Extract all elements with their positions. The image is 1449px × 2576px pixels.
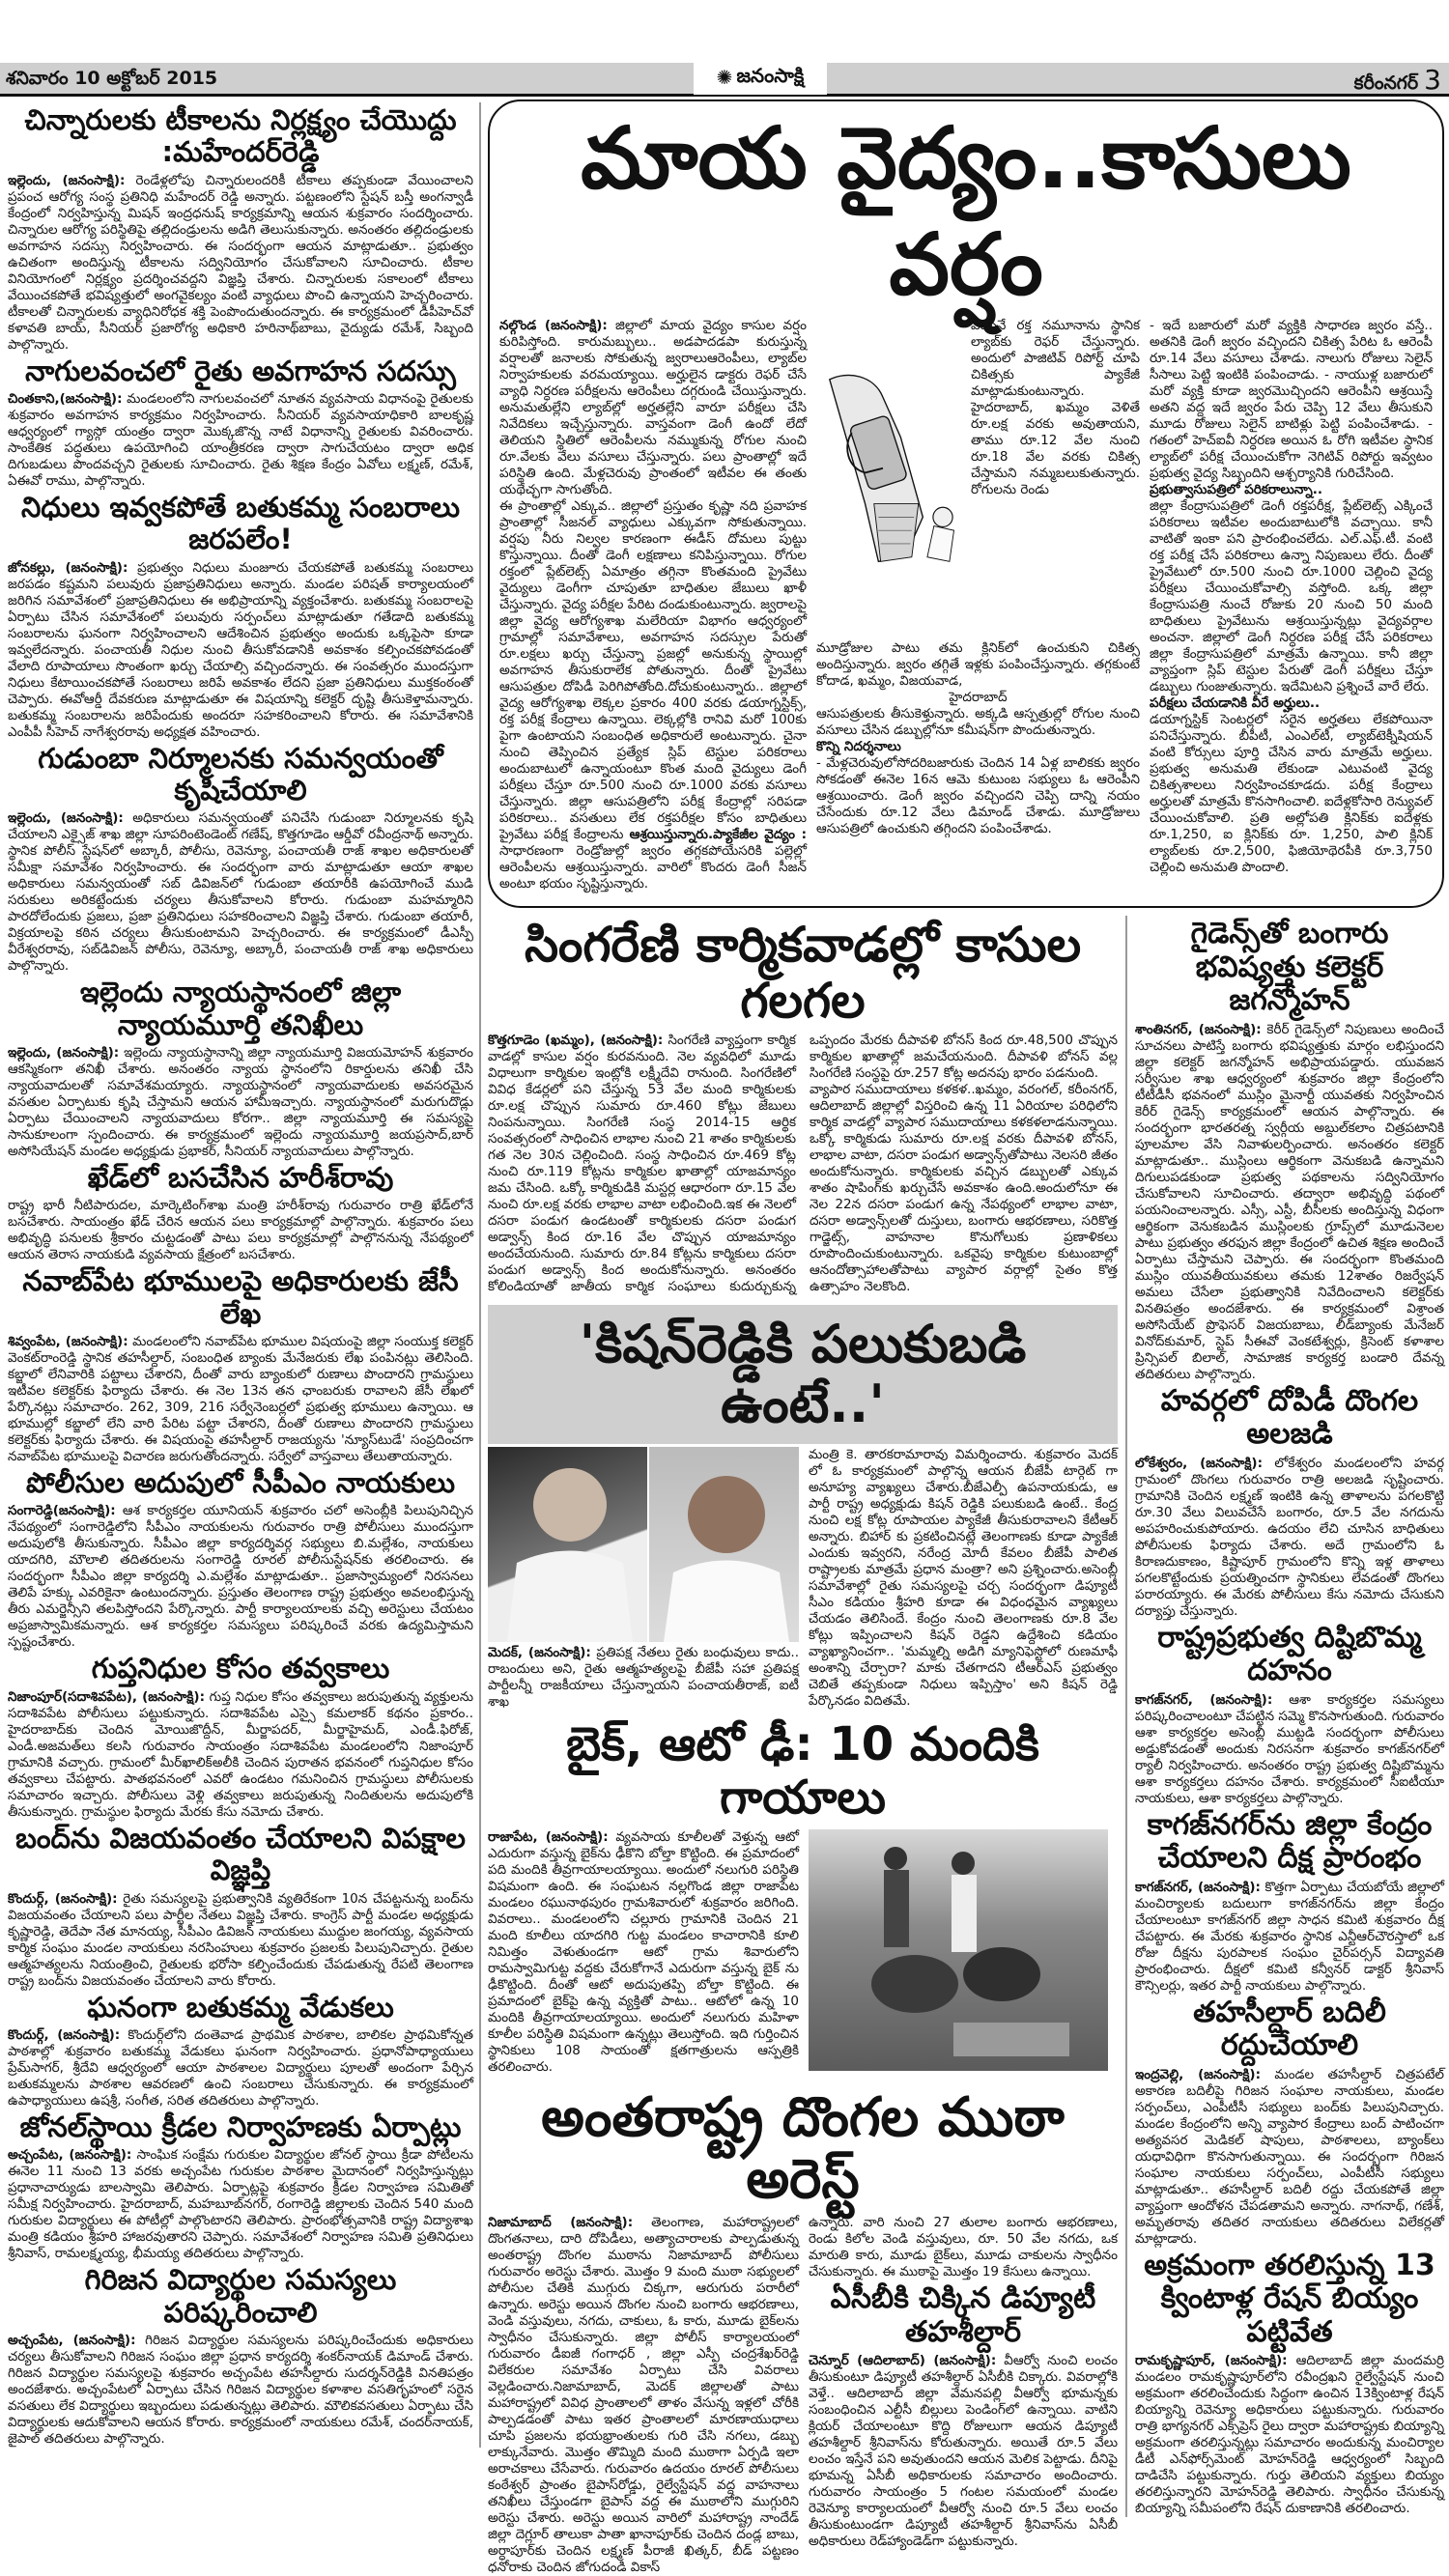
article-text: సాంఘిక సంక్షేమ గురుకుల విద్యార్థుల జోనల్ స్థాయి క్రీడా పోటీలను ఈనెల 11 నుంచి 13 వరకు అచ్చంపేట గురుకుల పాఠశాల మైదానంలో నిర్వహిస్తున్నట్లు ప్రధానాచార్యుడు బాలస్వామి తెలిపారు. ఏర్పాట్లపై శుక్రవారం క్రీడల నిర్వాహణ సమితితో సమీక్ష నిర్వహించారు. హైదరాబాద్, మహబూబ్‌నగర్, రంగారెడ్డి జిల్లాలకు చెందిన 540 మంది గురుకుల విద్యార్థులు ఈ పోటీల్లో పాల్గొంటారని తెలిపారు. ప్రారంభోత్సవానికి రాష్ట్ర విద్యాశాఖ మంత్రి కడియం శ్రీహరి హాజరవుతారని చెప్పారు. సమావేశంలో నిర్వాహణ సమితి ప్రతినిధులు శ్రీనివాస్, రామలక్ష్మయ్య, భీమయ్య తదితరులు పాల్గొన్నారు. bbox=[8, 2147, 473, 2262]
lead-body-6: - ఇదే బజారులో మరో వ్యక్తికి సాధారణ జ్వరం వస్తే.. అతనికి డెంగీ జ్వరం వచ్చిందని చికిత్స పేరిట ఓ ఆరెంపీ రూ.14 వేలు వసూలు చేశాడు. నాలుగు రోజులు సెలైన్ సీసాలు పెట్టి ఇంటికి పంపించాడు. - నాయుళ్ల బజారులో మరో వ్యక్తి కూడా జ్వరమొచ్చిందని ఆరెంపీని ఆశ్రయిస్తే అతని వద్ద ఇదే జ్వరం పేరు చెప్పి 12 వేలు తీసుకుని మూడు రోజులు సెలైన్ బాటిళ్లు పెట్టి పంపించేశాడు. - గతంలో హెచ్‌ఐవీ నిర్ధరణ అయిన ఓ రోగి ఇటీవల స్థానిక ల్యాబ్‌లో పరీక్ష చేయించుకోగా నెగిటివ్ రిపోర్టు ఇవ్వటం ప్రభుత్వ వైద్య సిబ్బందిని ఆశ్చర్యానికి గురిచేసింది. bbox=[1150, 318, 1433, 481]
lead-body-2: ఈ ప్రాంతాల్లో ఎక్కువ.. జిల్లాలో ప్రస్తుతం కృష్ణా నది ప్రవాహక ప్రాంతాల్లో సీజనల్ వ్యాధులు ఎక్కువగా సోకుతున్నాయి. వర్షపు నీరు నిల్వల కారణంగా ఈడీస్ దోమలు పుట్టు కొస్తున్నాయి. దీంతో డెంగీ లక్షణాలు కనిపిస్తున్నాయి. రోగుల రక్తంలో ప్లేట్‌లెట్స్ ఏమాత్రం తగ్గినా కొంతమంది ప్రైవేటు వైద్యులు డెంగీగా చూపుతూ బాధితుల జేబులు ఖాళీ చేస్తున్నారు. వైద్య పరీక్షల పేరిట దండుకుంటున్నారు. జ్వరాలపై జిల్లా వైద్య ఆరోగ్యశాఖ మలేరియా విభాగం ఆధ్వర్యంలో గ్రామాల్లో సమావేశాలు, అవగాహన సదస్సుల పేరుతో రూ.లక్షలు ఖర్చు చేస్తున్నా ప్రజల్లో అనుకున్న స్థాయిల్లో అవగాహన తీసుకురాలేక పోతున్నారు. దీంతో ప్రైవేటు ఆసుపత్రుల దోపిడీ పెరిగిపోతోంది.దోచుకుంటున్నారు.. జిల్లాలో వైద్య ఆరోగ్యశాఖ లెక్కల ప్రకారం 400 వరకు డయాగ్నస్టిక్స్, రక్త పరీక్ష కేంద్రాలు ఉన్నాయి. లెక్కల్లోకి రానివి మరో 100కు పైగా ఉంటాయని సంబంధిత అధికారులే అంటున్నారు. చైనా నుంచి తెప్పించిన ప్రత్యేక స్లిప్ టెస్టుల పరికరాలు అందుబాటులో ఉన్నాయంటూ కొంత మంది వైద్యులు డెంగీ పరీక్షలు చేస్తూ రూ.500 నుంచి రూ.1000 వరకు వసూలు చేస్తున్నారు. జిల్లా ఆసుపత్రిలోని పరీక్ష కేంద్రాల్లో సరిపడా పరికరాలు.. వసతులు లేక రక్తపరీక్షల కోసం బాధితులు ప్రైవేటు పరీక్ష కేంద్రాలను bbox=[499, 498, 807, 842]
article-text: మండలంలోని నాగులవంచలో నూతన వ్యవసాయ విధానంపై రైతులకు శుక్రవారం అవగాహన కార్యక్రమం నిర్వహించారు. సీనియర్ వ్యవసాయాధికారి బాలకృష్ణ ఆధ్వర్యంలో గ్యాస్గో యంత్రం ద్వారా మొక్కజొన్న నాటే విధానాన్ని రైతులకు వివరించారు. సాంకేతిక పద్ధతులు ఉపయోగించి యాంత్రీకరణ ద్వారా సాగుచేయటం ద్వారా అధిక దిగుబడులు పొందవచ్చని రైతులకు సూచించారు. రైతు శిక్షణ కేంద్రం ఏవోలు లక్ష్మణ్, రమేశ్, ఏఈవో రాము, పాల్గొన్నారు. bbox=[8, 391, 473, 490]
article-dateline: కాగజ్‌నగర్, (జనంసాక్షి): bbox=[1135, 1691, 1273, 1708]
article-headline: ఇల్లెందు న్యాయస్థానంలో జిల్లా న్యాయమూర్తి తనిఖీలు bbox=[79, 976, 402, 1041]
article bbox=[1135, 2250, 1444, 2518]
article-text: మండలంలోని నవాబ్‌పేట భూముల విషయంపై జిల్లా సంయుక్త కలెక్టర్ వెంకట్‌రాంరెడ్డి స్థానిక తహసీల్దార్, సంబంధిత బ్యాంకు మేనేజరుకు లేఖ పంపినట్లు తెలిసింది. కబ్జాలో లేనివారికి పట్టాలు చేశారని, దీంతో వారు బ్యాంకులో రుణాలు పొందారని గ్రామస్థులు ఇటీవల కలెక్టర్‌కు ఫిర్యాదు చేశారు. ఈ నెల 13న తన ఛాంబరుకు రావాలని జేసీ లేఖలో పేర్కొనట్లు సమాచారం. 262, 309, 216 సర్వేనెంబర్లలో ప్రభుత్వ భూములు ఉన్నాయి. ఆ భూముల్లో కబ్జాలో లేని వారి పేరిట పట్టా చేశారని, దీంతో రుణాలు పొందారని గ్రామస్థులు కలెక్టర్‌కు ఫిర్యాదు చేశారు. ఈ విషయంపై తహసీల్దార్ రాజయ్యను 'న్యూస్‌టుడే' సంప్రదించగా నవాబ్‌పేట భూములపై విచారణ జరుగుతోందన్నారు. సర్వేలో వాస్తవాలు తేలుతాయన్నారు. bbox=[8, 1334, 473, 1465]
article-body bbox=[8, 2147, 473, 2262]
article-text: కొత్తగా ఏర్పాటు చేయబోయే జిల్లాలో మంచిర్యాలకు బదులుగా కాగజ్‌నగర్‌ను జిల్లా కేంద్రం చేయాలంటూ కాగజ్‌నగర్ జిల్లా సాధన కమిటి శుక్రవారం దీక్ష చేపట్టారు. ఈ మేరకు శుక్రవారం స్థానిక ఎన్టీఆర్‌చౌరస్తాలో ఒక రోజు దీక్షను పురపాలక సంఘం చైర్‌పర్సన్ విద్యావతి ప్రారంభించారు. దీక్షలో కమిటి కన్వీనర్ డాక్టర్ శ్రీనివాస్ కౌన్సిలర్లు, ఇతర పార్టీ నాయకులు పాల్గొన్నారు. bbox=[1135, 1879, 1444, 1994]
article-headline: తహసీల్దార్ బదిలీ రద్దుచేయాలి bbox=[1193, 1995, 1386, 2062]
gang-dateline: నిజామాబాద్ (జనంసాక్షి): bbox=[488, 2215, 634, 2231]
article-text: ఇల్లెందు న్యాయస్థానాన్ని జిల్లా న్యాయమూర్తి విజయమోహన్ శుక్రవారం ఆకస్మికంగా తనిఖీ చేశారు. అనంతరం న్యాయ స్థానంలోని రికార్డులను తనిఖీ చేసి న్యాయవాదులతో సమావేశమయ్యారు. న్యాయస్థానంలో న్యాయవాదులకు అవసరమైన వసతుల ఏర్పాటుకు కృషి చేస్తామని ఆయన హామీఇచ్చారు. న్యాయస్థానంలో మరుగుదొడ్లు ఏర్పాటు చేయించాలని న్యాయవాదులు కోరగా.. జిల్లా న్యాయమూర్తి ఈ సమస్యపై సానుకూలంగా స్పందించారు. ఈ కార్యక్రమంలో ఇల్లెందు న్యాయమూర్తి జయప్రసాద్,బార్ అసోసియేషన్ మండల అధ్యక్షుడు ప్రభాకర్, సీనియర్ న్యాయవాదులు పాల్గొన్నారు. bbox=[8, 1045, 473, 1160]
article bbox=[1135, 1809, 1444, 1995]
singareni-headline: సింగరేణి కార్మికవాడల్లో కాసుల గలగల bbox=[524, 917, 1082, 1029]
article-dateline: శివ్వంపేట, (జనంసాక్షి): bbox=[8, 1334, 128, 1350]
lead-column-2-mid: మూడ్రోజుల పాటు తమ క్లినిక్‌లో ఉంచుకుని చికిత్స అందిస్తున్నారు. జ్వరం తగ్గితే ఇళ్లకు పంపించేస్తున్నారు. తగ్గకుంటే కోదాడ, ఖమ్మం, విజయవాడ, bbox=[816, 640, 1140, 689]
article-text: రైతు సమస్యలపై ప్రభుత్వానికి వ్యతిరేకంగా 10న చేపట్టనున్న బంద్‌ను విజయవంతం చేయాలని పలు పార్టీల నేతలు విజ్ఞప్తి చేశారు. కాంగ్రెస్ పార్టీ మండల అధ్యక్షుడు కృష్ణారెడ్డి, తెదేపా నేత మానయ్య, సీపీఎం డివిజన్ నాయకులు ముద్దుల జంగయ్య, వ్యవసాయ కార్మిక సంఘం మండల నాయకులు నరసింహులు శుక్రవారం ప్రజలకు పిలుపునిచ్చారు. రైతుల ఆత్మహత్యలను నియంత్రించి, రైతులకు భరోసా కల్పించేందుకు చేపడుతున్న రేపటి తెలంగాణ రాష్ట్ర బంద్‌ను విజయవంతం చేయాలని వారు కోరారు. bbox=[8, 1890, 474, 1989]
article-body bbox=[8, 1503, 473, 1651]
lead-body-7: జిల్లా కేంద్రాసుపత్రిలో డెంగీ రక్తపరీక్ష, ప్లేట్‌లెట్స్ ఎక్కించే పరికరాలు ఇటీవల అందుబాటులోకి వచ్చాయి. కానీ వాటితో ఇంకా పని ప్రారంభించలేదు. ఎల్.ఎఫ్.టీ. వంటి రక్త పరీక్ష చేసే పరికరాలు ఉన్నా నిపుణులు లేరు. దీంతో ప్రైవేటులో రూ.500 నుంచి రూ.1000 చెల్లించి వైద్య పరీక్షలు చేయించుకోవాల్సి వస్తోంది. ఒక్క జిల్లా కేంద్రాసుపత్రి నుంచే రోజుకు 20 నుంచి 50 మంది బాధితులు ప్రైవేటును ఆశ్రయిస్తున్నట్లు వైద్యవర్గాల అంచనా. జిల్లాలో డెంగీ నిర్ధరణ పరీక్ష చేసే పరికరాలు జిల్లా కేంద్రాసుపత్రిలో మాత్రమే ఉన్నాయి. కానీ జిల్లా వ్యాప్తంగా స్లిప్ టెస్టుల పేరుతో డెంగీ పరీక్షలు చేస్తూ డబ్బులు గుంజుతున్నారు. ఇదేమిటని ప్రశ్నించే వారే లేరు. bbox=[1150, 498, 1433, 694]
injured-people-icon bbox=[809, 1829, 1108, 2071]
article bbox=[8, 492, 473, 741]
kishan-headline-band bbox=[488, 1305, 1118, 1444]
article bbox=[1135, 1622, 1444, 1807]
article-dateline: ఇల్లెందు, (జనంసాక్షి): bbox=[8, 810, 124, 827]
article-body bbox=[8, 2027, 473, 2109]
article bbox=[8, 1653, 473, 1820]
article bbox=[1135, 1996, 1444, 2248]
lead-columns bbox=[499, 318, 1433, 892]
article-dateline: అచ్చంపేట, (జనంసాక్షి): bbox=[8, 2332, 136, 2348]
article-headline: అక్రమంగా తరలిస్తున్న 13 క్వింటాళ్ల రేషన్ బియ్యం పట్టివేత bbox=[1144, 2248, 1435, 2349]
lead-body-3: సాధారణంగా రెండ్రోజుల్లో జ్వరం తగ్గకపోయేసరికి పల్లెల్లో ఆరెంపీలను ఆశ్రయిస్తున్నారు. వారిలో కొందరు డెంగీ సీజన్ అంటూ భయం సృష్టిస్తున్నారు. bbox=[499, 843, 807, 892]
article-headline: బంద్‌ను విజయవంతం చేయాలని విపక్షాల విజ్ఞప్తి bbox=[15, 1821, 466, 1887]
article-headline: నవాబ్‌పేట భూములపై అధికారులకు జేసీ లేఖ bbox=[22, 1264, 459, 1330]
ktr-photo bbox=[488, 1447, 647, 1642]
article-headline: గిరిజన విద్యార్థుల సమస్యలు పరిష్కరించాలి bbox=[84, 2263, 397, 2329]
article-dateline: శాంతినగర్, (జనంసాక్షి): bbox=[1135, 1021, 1262, 1037]
article-body bbox=[8, 810, 473, 975]
lead-body-1: జిల్లాలో మాయ వైద్యం కాసుల వర్షం కురిపిస్తోంది. కారుమబ్బులు.. అడపాదడపా కురుస్తున్న వర్షాలతో జనాలకు సోకుతున్న జ్వరాలుఆరెంపీలు, ల్యాబ్‌ల నిర్వాహకులకు వరమయ్యాయి. అర్హులైన డాక్టరు రెఫర్ చేసే వ్యాధి నిర్ధరణ పరీక్షలను ఆరెంపీలు దగ్గరుండి చేయిస్తున్నారు. అనుమతుల్లేని ల్యాబ్‌ల్లో అర్హతల్లేని వారూ పరీక్షలు చేసి నివేదికలు ఇచ్చేస్తున్నారు. వాస్తవంగా డెంగీ ఉందో లేదో తెలియని స్థితిలో ఆరెంపీలను నమ్ముకున్న రోగుల నుంచి రూ.వేలకు వేలు వసూలు చేస్తున్నారు. పలు ప్రాంతాల్లో ఇదే పరిస్థితి ఉంది. మేళ్లచెరువు ప్రాంతంలో ఇటీవల ఈ తంతు యథేచ్ఛగా సాగుతోంది. bbox=[499, 318, 807, 497]
bike-text: వ్యవసాయ కూలీలతో వెళ్తున్న ఆటో ఎదురుగా వస్తున్న బైక్‌ను ఢీకొని బోల్తా కొట్టింది. ఈ ప్రమాదంలో పది మందికి తీవ్రగాయాలయ్యాయి. అందులో నలుగురి పరిస్థితి విషమంగా ఉంది. ఈ సంఘటన నల్లగొండ జిల్లా రాజాపేట మండలం రఘునాథపురం గ్రామశివారులో శుక్రవారం జరిగింది. వివరాలు.. మండలంలోని చల్లూరు గ్రామానికి చెందిన 21 మంది కూలీలు యాదగిరి గుట్ట మండలం కాచారానికి కూలి నిమిత్తం వెళుతుండగా ఆటో గ్రామ శివారులోని రామస్వామిగుట్ట వద్దకు చేరుకోగానే ఎదురుగా వస్తున్న బైక్ ను ఢీకొట్టింది. దీంతో ఆటో అదుపుతప్పి బోల్తా కొట్టింది. ఈ ప్రమాదంలో బైక్‌పై ఉన్న వ్యక్తితో పాటు.. ఆటోలో ఉన్న 10 మందికి తీవ్రగాయాలయ్యాయి. అందులో నలుగురు మహిళా కూలీల పరిస్థితి విషమంగా ఉన్నట్లు తెలుస్తోంది. ఇది గుర్తించిన స్థానికులు 108 సాయంతో క్షతగాత్రులను ఆస్పత్రికి తరలించారు. bbox=[488, 1828, 799, 2075]
article-body bbox=[1135, 1022, 1444, 1383]
article-body bbox=[1135, 1880, 1444, 1995]
page-edition bbox=[1354, 64, 1441, 99]
kishan-reddy-photo bbox=[649, 1447, 799, 1642]
article-headline: పోలీసుల అదుపులో సీపీఎం నాయకులు bbox=[25, 1466, 455, 1500]
lead-subhead-qualified: పరీక్షలు చేయడానికి వీరే అర్హులు.. bbox=[1150, 695, 1321, 711]
article-text: మండల తహసీల్దార్ చిత్రపటేల్ అకారణ బదిలీపై గిరిజన సంఘాల నాయకులు, మండల సర్పంచ్‌లు, ఎంపీటీసీ సభ్యులు బంద్‌కు పిలుపునిచ్చారు. మండల కేంద్రంలోని అన్ని వ్యాపార కేంద్రాలు బంద్ పాటించగా అత్యవసర మెడికల్ షాపులు, పాఠశాలలు, బ్యాంక్‌లు యధావిధిగా కొనసాగుతున్నాయి. ఈ సందర్భంగా గిరిజన సంఘాల నాయకులు సర్పంచ్‌లు, ఎంపీటీసీ సభ్యులు మాట్లాడుతూ.. తహసీల్దార్ బదిలీ రద్దు చేయకపోతే జిల్లా వ్యాప్తంగా ఆందోళన చేపడతామని అన్నారు. నాగనాథ్, గణేశ్, అమృతరావు తదితర నాయకులు తదితరులు విలేకర్లతో మాట్లాడారు. bbox=[1135, 2066, 1444, 2247]
article-headline: హవర్గలో దోపిడీ దొంగల అలజడి bbox=[1160, 1383, 1419, 1451]
acb-body bbox=[809, 2353, 1118, 2550]
article bbox=[8, 2111, 473, 2262]
article bbox=[1135, 918, 1444, 1383]
singareni-dateline: కొత్తగూడెం (ఖమ్మం), (జనంసాక్షి): bbox=[488, 1033, 664, 1048]
right-column-articles bbox=[1125, 916, 1444, 2517]
article-text: కొందుర్గ్‌లోని దంతెవాడ ప్రాథమిక పాఠశాల, బాలికల ప్రాథమికోన్నత పాఠశాల్లో శుక్రవారం బతుకమ్మ వేడుకలు ఘనంగా నిర్వహించారు. ప్రధానోపాధ్యాయులు ప్రేమ్‌సాగర్, శ్రీదేవి ఆధ్వర్యంలో ఆయా పాఠశాలల విద్యార్థులు పూలతో అందంగా పేర్చిన బతుకమ్మలను పాఠశాల ఆవరణలో ఉంచి సంబరాలు చేసుకున్నారు. ఈ కార్యక్రమంలో ఉపాధ్యాయులు ఉషశ్రీ, సంగీత, సరిత తదితరులు పాల్గొన్నారు. bbox=[8, 2026, 474, 2109]
article-dateline: అచ్చంపేట, (జనంసాక్షి): bbox=[8, 2147, 132, 2164]
accident-scene-photo bbox=[809, 1829, 1108, 2071]
article-body bbox=[1135, 1692, 1444, 1807]
gang-row bbox=[488, 2215, 1118, 2576]
article-text: ఆశా కార్యకర్తల సమస్యలు పరిష్కరించాలంటూ చేపట్టిన సమ్మె కొనసాగుతుంది. గురువారం ఆశా కార్యకర్తల అసెంబ్లీ ముట్టడి సందర్భంగా పోలీసులు అడ్డుకోవడంతో అందుకు నిరసనగా శుక్రవారం కాగజ్‌నగర్‌లో ర్యాలీ నిర్వహించారు. అనంతరం రాష్ట్ర ప్రభుత్వ దిష్టిబొమ్మను ఆశా కార్యకర్తలు దహనం చేశారు. కార్యక్రమంలో సీఐటీయూ నాయకులు, ఆశా కార్యకర్తలు పాల్గొన్నారు. bbox=[1135, 1691, 1444, 1806]
article-dateline: కాగజ్‌నగర్, (జనంసాక్షి): bbox=[1135, 1879, 1261, 1895]
article bbox=[8, 355, 473, 490]
article-headline: ఘనంగా బతుకమ్మ వేడుకలు bbox=[87, 1990, 394, 2024]
kishan-text: ప్రతిపక్ష నేతలు రైతు బంధువులు కాదు.. రాబందులు అని, రైతు ఆత్మహత్యలపై బీజేపీ సహా ప్రతిపక్ష పార్టీలన్నీ రాజకీయాలు చేస్తున్నాయని పంచాయతీరాజ్, ఐటీ శాఖ bbox=[488, 1645, 799, 1711]
article-body bbox=[8, 1891, 473, 1990]
article-text: కెరీర్ గైడెన్స్‌లో నిపుణులు అందించే సూచనలు పాటిస్తే బంగారు భవిష్యత్తుకు మార్గం లభిస్తుందని జిల్లా కలెక్టర్ జగన్మోహన్ అభిప్రాయపడ్డారు. యువజన సర్వీసుల శాఖ ఆధ్వర్యంలో శుక్రవారం జిల్లా కేంద్రంలోని టీటీడీసీ భవనంలో ముస్లిం మైనార్టీ యువతకు నిర్వహించిన కెరీర్ గైడెన్స్ కార్యక్రమంలో ఆయన పాల్గొన్నారు. ఈ సందర్భంగా భారతరత్న స్వర్గీయ అబ్దుల్‌కలాం చిత్రపటానికి పూలమాల వేసి నివాళులర్పించారు. అనంతరం కలెక్టర్ మాట్లాడుతూ.. ముస్లింలు ఆర్థికంగా వెనుకబడి ఉన్నామని దిగులుపడకుండా ప్రభుత్వ పథకాలను సద్వినియోగం చేసుకోవాలని సూచించారు. తద్వారా అభివృద్ధి పథంలో పయనించాలన్నారు. ఎస్సీ, ఎస్టీ, బీసీలకు అందిస్తున్న విధంగా ఆర్థికంగా వెనుకబడిన ముస్లింలకు గ్రూప్స్‌లో మూడునెలల పాటు ప్రభుత్వం తరఫున జిల్లా కేంద్రంలో ఉచిత శిక్షణ అందించే ఏర్పాటు చేస్తామని చెప్పారు. ఈ సందర్భంగా కొంతమంది ముస్లిం యువతీయువకులు తమకు 12శాతం రిజర్వేషన్ అమలు చేసేలా ప్రభుత్వానికి నివేదించాలని కలెక్టర్‌కు వినతిపత్రం అందజేశారు. ఈ కార్యక్రమంలో విశ్రాంత అసోసియేట్ ప్రొఫెసర్ విజయబాబు, లీడ్‌బ్యాంకు మేనేజర్ వినోద్‌కుమార్, స్టెప్ సీఈవో వెంకటేశ్వర్లు, క్రిసెంట్ కళాశాల ప్రిన్సిపల్ బిలాల్, సామాజిక కార్యకర్త బండారి దేవన్న తదితరులు పాల్గొన్నారు. bbox=[1135, 1021, 1444, 1382]
article bbox=[8, 743, 473, 976]
bike-body bbox=[488, 1829, 799, 2076]
lead-subhead-govt-hospital: ప్రభుత్వాసుపత్రిలో పరికరాలున్నా.. bbox=[1150, 482, 1322, 497]
article-dateline: సంగారెడ్డి(జనంసాక్షి): bbox=[8, 1503, 116, 1519]
singareni-text: సింగరేణి వ్యాప్తంగా కార్మిక వాడల్లో కాసుల వర్షం కురవనుంది. నెల వ్యవధిలో మూడు విధాలుగా కార్మికుల ఇంట్లోకి లక్ష్మీదేవి రానుంది. సింగరేణిలో వివిధ కేడర్లలో పని చేస్తున్న 53 వేల మంది కార్మికులకు రూ.లక్ష చొప్పున సుమారు రూ.460 కోట్లు జేబులు నింపనున్నాయి. సింగరేణి సంస్థ 2014-15 ఆర్థిక సంవత్సరంలో సాధించిన లాభాల నుంచి 21 శాతం కార్మికులకు గత నెల 30న చెల్లించింది. సంస్థ సాధించిన రూ.469 కోట్ల నుంచి రూ.119 కోట్లను కార్మికుల ఖాతాల్లో యాజమాన్యం జమ చేసింది. ఒక్కో కార్మికుడికి మస్టర్ల ఆధారంగా రూ.15 వేల నుంచి రూ.లక్ష వరకు లాభాల వాటా లభించింది.ఇక ఈ నెలలో దసరా పండుగ ఉండటంతో కార్మికులకు దసరా పండుగ అడ్వాన్స్ కింద రూ.16 వేల చొప్పున యాజమాన్యం అందచేయనుంది. సుమారు రూ.84 కోట్లను కార్మికులు దసరా పండుగ అడ్వాన్స్ కింద అందుకోనున్నారు. అనంతరం కోలిండియాతో జాతీయ కార్మిక సంఘాలు కుదుర్చుకున్న ఒప్పందం మేరకు దీపావళి బోనస్ కింద రూ.48,500 చొప్పున కార్మికుల ఖాతాల్లో జమచేయనుంది. దీపావళి బోనస్ వల్ల సింగరేణి సంస్థపై రూ.257 కోట్ల అదనపు భారం పడనుంది. bbox=[488, 1033, 1118, 1294]
gang-headline: అంతరాష్ట్ర దొంగల ముఠా అరెస్ట్ bbox=[541, 2085, 1065, 2211]
acb-text: వీఆర్వో నుంచి లంచం తీసుకుంటూ డిప్యూటీ తహశీల్దార్ ఏసీబీకి చిక్కారు. వివరాల్లోకి వెళ్తే.. ఆదిలాబాద్ జిల్లా వేమనపల్లి వీఆర్వో భూమన్నకు సంబంధించిన ఎల్టీసీ బిల్లులు పెండింగ్‌లో ఉన్నాయి. వాటిని క్లియర్ చేయాలంటూ కొద్ది రోజులుగా ఆయన డిప్యూటీ తహశీల్దార్ శ్రీనివాస్‌ను కోరుతున్నారు. అయితే రూ.5 వేలు లంచం ఇస్తేనే పని అవుతుందని ఆయన మెలిక పెట్టాడు. దీనిపై భూమన్న ఏసీబీ అధికారులకు సమాచారం అందించారు. గురువారం సాయంత్రం 5 గంటల సమయంలో మండల రెవెన్యూ కార్యాలయంలో వీఆర్వో నుంచి రూ.5 వేలు లంచం తీసుకుంటుండగా డిప్యూటీ తహశీల్దార్ శ్రీనివాస్‌ను ఏసీబీ అధికారులు రెడ్‌హ్యాండెడ్‌గా పట్టుకున్నారు. bbox=[809, 2353, 1118, 2550]
article-dateline: కొందుర్గ్, (జనంసాక్షి): bbox=[8, 2026, 121, 2043]
singareni-body bbox=[488, 1033, 1118, 1295]
article-text: అధికారులు సమన్వయంతో పనిచేసి గుడుంబా నిర్మూలనకు కృషి చేయాలని ఎక్సైజ్ శాఖ జిల్లా సూపరింటెండెంట్ గణేష్, కొత్తగూడెం ఆర్డీవో రవీంద్రనాథ్ అన్నారు. స్థానిక పోలీస్ స్టేషన్‌లో అబ్కారీ, పోలీసు, రెవెన్యూ, పంచాయతీ రాజ్ శాఖల అధికారులతో సమీక్షా సమావేశం నిర్వహించారు. ఈ సందర్భంగా వారు మాట్లాడుతూ ఆయా శాఖల అధికారులు సమన్వయంతో సబ్ డివిజన్‌లో గుడుంబా తయారీకి ఉపయోగించే ముడి సరుకులు అరికట్టేందుకు చర్యలు తీసుకోవాలని కోరారు. గుడుంబా మహమ్మారిని పారదోలేందుకు ప్రజలు, ప్రజా ప్రతినిధులు సహకరించాలని విజ్ఞప్తి చేశారు. గుడుంబా తయారీ, విక్రయాలపై కఠిన చర్యలు తీసుకుంటామని హెచ్చరించారు. ఈ కార్యక్రమంలో డీఎస్పీ వీరేశ్వరరావు, సబ్‌డివిజన్ పోలీసు, రెవెన్యూ, అబ్కారీ, పంచాయతీ రాజ్ శాఖ అధికారులు పాల్గొన్నారు. bbox=[8, 810, 473, 975]
article-text: గుప్త నిధుల కోసం తవ్వకాలు జరుపుతున్న వ్యక్తులను సదాశివపేట పోలీసులు పట్టుకున్నారు. సదాశివపేట ఎస్సై కమలాకర్ కథనం ప్రకారం.. హైదరాబాద్‌కు చెందిన మోయిజొద్దీన్, మీర్జాపదర్, మీర్జాహైమద్, ఎండీ.ఫిరోజ్, ఎండీ.అజమత్‌లు కలసి గురువారం సాయంత్రం సదాశివపేట మండలంలోని నిజాంపూర్ గ్రామానికి వచ్చారు. గ్రామంలో మీర్‌ఖాలిక్‌అలీకి చెందిన పురాతన భవనంలో గుప్తనిధుల కోసం తవ్వకాలు చేపట్టారు. పాతభవనంలో ఎవరో ఉండటం గమనించిన గ్రామస్థులు పోలీసులకు సమాచారం ఇచ్చారు. పోలీసులు వెళ్లి తవ్వకాలు జరుపుతున్న నిందితులను అదుపులోకి తీసుకున్నారు. గ్రామస్థుల ఫిర్యాదు మేరకు కేసు నమోదు చేశారు. bbox=[8, 1688, 474, 1820]
article-headline: నిధులు ఇవ్వకపోతే బతుకమ్మ సంబరాలు జరపలేం! bbox=[20, 491, 461, 556]
article-body bbox=[8, 1334, 473, 1465]
lead-body-4: ఆసుపత్రులకు తీసుకెళ్తున్నారు. అక్కడి ఆస్పత్రుల్లో రోగుల నుంచి వసూలు చేసిన డబ్బుల్లోనూ కమీషన్‌గా పొందుతున్నారు. bbox=[816, 706, 1140, 738]
article-text: రాష్ట్ర భారీ నీటిపారుదల, మార్కెటింగ్‌శాఖ మంత్రి హరీశ్‌రావు గురువారం రాత్రి ఖేడ్‌లోనే బసచేశారు. సాయంత్రం ఖేడ్ చేరిన ఆయన పలు కార్యక్రమాల్లో పాల్గొన్నారు. శుక్రవారం పలు అభివృద్ధి పనులకు శ్రీకారం చుట్టడంతో పాటు పలు కార్యక్రమాల్లో పాల్గొననున్న నేపథ్యంలో ఆయన తెరాస నాయకుడి వ్యవసాయ క్షేత్రంలో బసచేశారు. bbox=[8, 1198, 473, 1263]
lead-story-frame bbox=[488, 99, 1444, 908]
lead-body-8: డయాగ్నస్టిక్ సెంటర్లలో సరైన అర్హతలు లేకపోయినా పనిచేస్తున్నారు. బీపీటీ, ఎంఎల్‌టీ, ల్యాబ్‌టెక్నీషియన్ వంటి కోర్సులు పూర్తి చేసిన వారు మాత్రమే అర్హులు. ప్రభుత్వ అనుమతి లేకుండా ఎటువంటి వైద్య చికిత్సశాలలు నిర్వహించకూడదు. పరీక్ష కేంద్రాలు అర్హులతో మాత్రమే కొనసాగించాలి. ఐదేళ్లకోసారి రెన్యువల్ చేయించుకోవాలి. ప్రతి అల్లోపతి క్లినిక్‌కు ఐదేళ్లకు రూ.1,250, ఐ క్లినిక్‌కు రూ. 1,250, పాలి క్లినిక్ ల్యాబ్‌లకు రూ.2,500, ఫిజియోథెరపీకి రూ.3,750 చెల్లించి అనుమతి పొందాలి. bbox=[1150, 712, 1433, 875]
bike-dateline: రాజాపేట, (జనంసాక్షి): bbox=[488, 1828, 609, 1845]
kishan-body-right: మంత్రి కె. తారకరామారావు విమర్శించారు. శుక్రవారం మెదక్ లో ఓ కార్యక్రమంలో పాల్గొన్న ఆయన బీజేపీ టార్గెట్ గా అనూహ్య వ్యాఖ్యలు చేశారు.బీజేఎల్పీ ఉపనాయకుడు, ఆ పార్టీ రాష్ట్ర అధ్యక్షుడు కిషన్ రెడ్డికి పలుకుబడి ఉంటే.. కేంద్ర నుంచి లక్ష కోట్ల రూపాయల ప్యాకేజీ తీసుకురావాలని కేటీఆర్ అన్నారు. బిహార్ కు ప్రకటించినట్లే తెలంగాణకు కూడా ప్యాకేజీ ఎందుకు ఇవ్వరని, నరేంద్ర మోదీ కేవలం బీజేపీ పాలిత రాష్ట్రాలకు మాత్రమే ప్రధాన మంత్రా? అని ప్రశ్నించారు.అసెంబ్లీ సమావేశాల్లో రైతు సమస్యలపై చర్చ సందర్భంగా డిప్యూటీ సీఎం కడియం శ్రీహరి కూడా ఈ విధంధమైన వ్యాఖ్యలు చేయడం తెలిసిందే. కేంద్రం నుంచి తెలంగాణకు రూ.8 వేల కోట్లు ఇప్పించాలని కిషన్ రెడ్డని ఉద్దేశించి కడియం వ్యాఖ్యానించగా.. 'మమ్మల్ని అడిగి మ్యానిఫెస్టోలో రుణమాఫీ అంశాన్ని చేర్చారా? మాకు చేతగాదని టీఆర్ఎస్ ప్రభుత్వం చెబితే తప్పకుండా నిధులు ఇప్పిస్తాం' అని కిషన్ రెడ్డి పేర్కొనడం విదితమే. bbox=[809, 1447, 1118, 1710]
edition-name: కరీంనగర్ bbox=[1353, 72, 1419, 94]
middle-column bbox=[488, 916, 1125, 2576]
article-body bbox=[1135, 2353, 1444, 2517]
article-text: రెండేళ్లలోపు చిన్నారులందరికీ టీకాలు తప్పకుండా వేయించాలని ప్రపంచ ఆరోగ్య సంస్థ ప్రతినిధి మహేందర్ రెడ్డి అన్నారు. పట్టణంలోని స్టేషన్ బస్తీ అంగన్వాడీ కేంద్రంలో నిర్వహిస్తున్న మిషన్ ఇంద్రధనుష్ కార్యక్రమాన్ని ఆయన శుక్రవారం సందర్శించారు. చిన్నారుల ఆరోగ్య పరిస్థితిపై తల్లిదండ్రులను అడిగి తెలుసుకున్నారు. అనంతరం తల్లిదండ్రులకు అవగాహన సదస్సు నిర్వహించారు. ఈ సందర్భంగా ఆయన మాట్లాడుతూ.. ప్రభుత్వం ఉచితంగా అందిస్తున్న టీకాలను సద్వినియోగం చేసుకోవాలని సూచించారు. టీకాల వినియోగంలో నిర్లక్ష్యం ప్రదర్శించవద్దని విజ్ఞప్తి చేశారు. చిన్నారులకు సకాలంలో టీకాలు వేయించకపోతే భవిష్యత్తులో అంగవైకల్యం వంటి వ్యాధులు పొంచి ఉన్నాయని హెచ్చరించారు. టీకాలతో చిన్నారులకు వ్యాధినిరోధక శక్తి పెంపొందుతుందన్నారు. ఈ కార్యక్రమంలో డీపీహెచ్‌వో కళావతి బాయ్, సీనియర్ ప్రజారోగ్య అధికారి హరినాథ్‌బాబు, వైద్యుడు రమేశ్, సిబ్బంది పాల్గొన్నారు. bbox=[8, 172, 473, 353]
gang-body-continued: ఉన్నారు. వారి నుంచి 27 తులాల బంగారు ఆభరణాలు, రెండు కిలోల వెండి వస్తువులు, రూ. 50 వేల నగదు, ఒక మారుతి కారు, మూడు బైక్‌లు, మూడు చాకులను స్వాధీనం చేసుకున్నారు. ఈ ముఠాపై మొత్తం 19 కేసులు ఉన్నాయి. bbox=[809, 2215, 1118, 2280]
lead-column-3 bbox=[1150, 318, 1433, 876]
article-dateline: కొందుర్గ్, (జనంసాక్షి): bbox=[8, 1890, 118, 1907]
article bbox=[8, 1467, 473, 1651]
article bbox=[8, 104, 473, 354]
article-body bbox=[8, 173, 473, 354]
article-headline: ఖేడ్‌లో బసచేసిన హరీశ్‌రావు bbox=[87, 1161, 394, 1195]
article bbox=[8, 2264, 473, 2448]
article-text: లోకేశ్వరం మండలంలోని హవర్గ గ్రామంలో దొంగలు గురువారం రాత్రి అలజడి సృష్టించారు. గ్రామానికి చెందిన లక్ష్మణ్ ఇంటికి ఉన్న తాళాలను పగలకొట్టి రూ.30 వేలు విలువచేసే బంగారం, రూ.5 వేల నగదును అపహరించుకుపోయారు. ఉదయం లేచి చూసిన బాధితులు పోలీసులకు ఫిర్యాదు చేశారు. అదే గ్రామంలోని ఓ కిరాణదుకాణం, కిష్టాపూర్ గ్రామంలోని కొన్ని ఇళ్ల తాళాలు పగలకొట్టేందుకు ప్రయత్నించగా స్థానికులు లేవడంతో దొంగలు పరారయ్యారు. ఈ మేరకు పోలీసులు కేసు నమోదు చేసుకుని దర్యాప్తు చేస్తున్నారు. bbox=[1135, 1455, 1444, 1619]
fake-doctor-illustration bbox=[816, 318, 965, 637]
portrait-icon bbox=[649, 1447, 799, 1642]
newspaper-logo bbox=[694, 60, 827, 95]
article-text: గిరిజన విద్యార్థుల సమస్యలను పరిష్కరించేందుకు అధికారులు చర్యలు తీసుకోవాలని గిరిజన సంఘం జిల్లా ప్రధాన కార్యదర్శి శంకర్‌నాయక్ డిమాండ్ చేశారు. గిరిజన విద్యార్థుల సమస్యలపై శుక్రవారం అచ్చంపేట తహసీల్దారు సుదర్శన్‌రెడ్డికి వినతిపత్రం అందజేశారు. అచ్చంపేటలో ఏర్పాటు చేసిన గిరిజన విద్యార్థుల కళాశాల వసతిగృహంలో సరైన వసతులు లేక విద్యార్థులు ఇబ్బందులు పడుతున్నట్లు తెలిపారు. మౌలికవసతులు ఏర్పాటు చేసి విద్యార్థులకు ఆదుకోవాలని ఆయన కోరారు. కార్యక్రమంలో నాయకులు రమేశ్, చందర్‌నాయక్, జైపాల్ తదితరులు పాల్గొన్నారు. bbox=[8, 2332, 474, 2447]
kishan-dateline: మెదక్, (జనంసాక్షి): bbox=[488, 1645, 591, 1661]
article-body bbox=[8, 391, 473, 490]
article-headline: రాష్ట్రప్రభుత్వ దిష్టిబొమ్మ దహనం bbox=[1157, 1620, 1422, 1687]
kishan-left bbox=[488, 1447, 799, 1711]
illustration-caption-city: హైదరాబాద్ bbox=[949, 690, 1008, 705]
article-dateline: జోనకల్లు, (జనంసాక్షి): bbox=[8, 559, 128, 576]
lead-column-1 bbox=[499, 318, 807, 892]
lead-column-2-bottom bbox=[816, 706, 1140, 837]
kishan-headline: 'కిషన్‌రెడ్డికి పలుకుబడి ఉంటే..' bbox=[579, 1314, 1027, 1435]
page-number: 3 bbox=[1424, 64, 1441, 96]
article-text: ప్రభుత్వం నిధులు మంజూరు చేయకపోతే బతుకమ్మ సంబరాలు జరపడం కష్టమని పలువురు ప్రజాప్రతినిధులు అన్నారు. మండల పరిషత్ కార్యాలయంలో జరిగిన సమావేశంలో ప్రజాప్రతినిధులు ఈ అభిప్రాయాన్ని వ్యక్తంచేశారు. బతుకమ్మ సంబరాలపై ఏర్పాటు చేసిన సమావేశంలో పలువురు సర్పంచ్‌లు మాట్లాడుతూ గతేడాది బతుకమ్మ సంబరాలను ఘనంగా నిర్వహించాలని ఆదేశించిన ప్రభుత్వం అందుకు ఒక్కపైసా కూడా ఇవ్వలేదన్నారు. పంచాయతీ నిధుల నుంచి తీసుకోవడానికి అవకాశం కల్పించకపోవడంతో వేలాది రూపాయాలు సొంతంగా ఖర్చు చేయాల్సి వచ్చిందన్నారు. ఈ సంవత్సరం ముందస్తుగా నిధులు కేటాయించకపోతే సంబరాలు జరిపే అవకాశం లేదని ప్రజా ప్రతినిధులు ముక్తకంఠంతో చెప్పారు. ఈవోఆర్డీ దేవకరుణ మాట్లాడుతూ ఈ విషయాన్ని కలెక్టర్ దృష్టి తీసుకెళ్తామన్నారు. బతుకమ్మ సంబరాలను జరిపేందుకు అందరూ సహకరించాలని కోరారు. ఈ సమావేశానికి ఎంపీపీ సీహెచ్ నాగేశ్వరరావు అధ్యక్షత వహించారు. bbox=[8, 559, 473, 740]
article-body bbox=[8, 560, 473, 741]
bike-row bbox=[488, 1829, 1118, 2076]
acb-headline: ఏసీబీకి చిక్కిన డిప్యూటీ తహశీల్దార్ bbox=[830, 2281, 1096, 2349]
article bbox=[8, 1162, 473, 1263]
issue-date: శనివారం 10 అక్టోబర్ 2015 bbox=[6, 68, 218, 89]
article-dateline: చింతకాని,(జనంసాక్షి): bbox=[8, 391, 123, 408]
article bbox=[8, 1992, 473, 2109]
gang-text: తెలంగాణ, మహారాష్ట్రలలో దొంగతనాలు, దారి దోపిడీలు, అత్యాచారాలకు పాల్పడుతున్న అంతరాష్ట్ర దొంగల ముఠాను నిజామాబాద్ పోలీసులు గురువారం అరెస్టు చేశారు. మొత్తం 9 మంది ముఠా సభ్యులలో పోలీసుల చేతికి ముగ్గురు చిక్కగా, ఆరుగురు పరారీలో ఉన్నారు. అరెస్టు అయిన దొంగల నుంచి బంగారు ఆభరణాలు, వెండి వస్తువులు, నగదు, చాకులు, ఓ కారు, మూడు బైక్‌లను స్వాధీనం చేసుకున్నారు. జిల్లా పోలీస్ కార్యాలయంలో గురువారం డీఐజీ గంగాధర్ , జిల్లా ఎస్పీ చంద్రశేఖర్‌రెడ్డి విలేకరుల సమావేశం ఏర్పాటు చేసి వివరాలు వెల్లడించారు.నిజామాబాద్, మెదక్ జిల్లాలతో పాటు మహారాష్ట్రలో వివిధ ప్రాంతాలలో తాళం వేసున్న ఇళ్లలో చోరీకి పాల్పడడంతో పాటు ఇతర ప్రాంతాలలో మారణాయుధాలు చూపి ప్రజలను భయభ్రాంతులకు గురి చేసి నగలు, డబ్బు లాక్కునేవారు. మొత్తం తొమ్మిది మంది ముఠాగా ఏర్పడి ఇలా అరాచకాలు చేసేవారు. గురువారం ఉదయం రూరల్ పోలీసులు కంఠేశ్వర్ ప్రాంతం బైపాస్‌రోడ్డు, రైల్వేస్టేషన్ వద్ద వాహనాలు తనిఖీలు చేస్తుండగా బైపాస్ వద్ద ఈ ముఠాలోని ముగ్గురిని అరెస్టు చేశారు. అరెస్టు అయిన వారిలో మహారాష్ట్ర నాందేడ్ జిల్లా దెగ్లూర్ తాలుకా పాతా ఖానాపూర్‌కు చెందిన దండ్ల బాబు, అర్ధాపూర్‌కు చెందిన లక్ష్మణ్ పీరాజీ ఖిత్కర్, బీడ్ పట్టణం ధనోరాకు చెందిన జోగుదండి వికాస్ bbox=[488, 2215, 799, 2576]
singareni-text-2: వ్యాపార సముదాయాలు కళకళ..ఖమ్మం, వరంగల్, కరీంనగర్, ఆదిలాబాద్ జిల్లాల్లో విస్తరించి ఉన్న 11 ఏరియాల పరిధిలోని కార్మిక వాడల్లో వ్యాపార సముదాయాలు కళకళలాడనున్నాయి. ఒక్కో కార్మికుడు సుమారు రూ.లక్ష వరకు దీపావళి బోనస్, లాభాల వాటా, దసరా పండుగ అడ్వాన్స్‌తోపాటు నెలసరి జీతం అందుకోనున్నారు. కార్మికులకు వచ్చిన డబ్బులతో ఎక్కువ శాతం షాపింగ్‌కు ఖర్చుచేసే అవకాశం ఉంది.అందులోనూ ఈ నెల 22న దసరా పండుగ ఉన్న నేపథ్యంలో లాభాల వాటా, దసరా అడ్వాన్స్‌లతో దుస్తులు, బంగారు ఆభరణాలు, సరికొత్త గాడ్జెట్స్, వాహనాల కొనుగోలుకు ప్రణాళికలు రూపొందించుకుంటున్నారు. ఒకవైపు కార్మికుల కుటుంబాల్లో ఆనందోత్సాహాలతోపాటు వ్యాపార వర్గాల్లో సైతం కొత్త ఉత్సాహం నెలకొంది. bbox=[810, 1082, 1118, 1294]
article-headline: గుడుంబా నిర్మూలనకు సమన్వయంతో కృషిచేయాలి bbox=[38, 741, 443, 807]
lead-subhead-packages: ఆశ్రయిస్తున్నారు.ప్యాకేజీల వైద్యం : bbox=[629, 827, 807, 842]
lead-column-2-top-row bbox=[816, 318, 1140, 637]
lower-section bbox=[488, 916, 1444, 2576]
lead-headline: మాయ వైద్యం..కాసులు వర్షం bbox=[581, 108, 1351, 314]
lead-column-2 bbox=[816, 318, 1140, 837]
article-dateline: ఇల్లెందు, (జనంసాక్షి): bbox=[8, 172, 126, 188]
gang-right bbox=[809, 2215, 1118, 2550]
article-dateline: రామకృష్ణాపూర్, (జనంసాక్షి): bbox=[1135, 2353, 1288, 2368]
main-area bbox=[488, 99, 1444, 2576]
logo-emblem-icon: ✺ bbox=[716, 66, 733, 89]
article-headline: చిన్నారులకు టీకాలను నిర్లక్ష్యం చేయొద్దు :మహేందర్‌రెడ్డి bbox=[24, 103, 457, 169]
kishan-body-left bbox=[488, 1645, 799, 1711]
article-body bbox=[1135, 1456, 1444, 1620]
article-text: ఆదిలాబాద్ జిల్లా మందమర్రి మండలం రామకృష్ణాపూర్‌లోని రవీంద్రఖని రైల్వేస్టేషన్ నుంచి అక్రమంగా తరలించేందుకు సిద్ధంగా ఉంచిన 13క్వింటాళ్ల రేషన్ బియ్యాన్ని రెవెన్యూ అధికారులు పట్టుకున్నారు. గురువారం రాత్రి భాగ్యనగర్ ఎక్స్‌ప్రెస్ రైలు ద్వారా మహారాష్ట్రకు బియ్యాన్ని అక్రమంగా తరలిస్తున్నట్లు సమాచారం అందుకున్న మంచిర్యాల డీటీ ఎన్‌ఫోర్స్‌మెంట్ మోహన్‌రెడ్డి ఆధ్వర్యంలో సిబ్బంది దాడిచేసి పట్టుకున్నారు. గుర్తు తెలియని వ్యక్తులు బియ్యం తరలిస్తున్నారని మోహన్‌రెడ్డి తెలిపారు. స్వాధీనం చేసుకున్న బియ్యాన్ని సమీపంలోని రేషన్ దుకాణానికి తరలించారు. bbox=[1135, 2353, 1444, 2516]
article-headline: కాగజ్‌నగర్‌ను జిల్లా కేంద్రం చేయాలని దీక్ష ప్రారంభం bbox=[1147, 1807, 1433, 1875]
kishan-photos bbox=[488, 1447, 799, 1642]
article-body bbox=[8, 1045, 473, 1160]
article-dateline: లోకేశ్వరం, (జనంసాక్షి): bbox=[1135, 1455, 1263, 1471]
article bbox=[8, 977, 473, 1160]
article-body bbox=[8, 2333, 473, 2448]
article bbox=[8, 1823, 473, 1990]
article-dateline: ఇల్లెందు, (జనంసాక్షి): bbox=[8, 1045, 120, 1062]
gang-body bbox=[488, 2215, 799, 2576]
article bbox=[1135, 1385, 1444, 1620]
lead-column-2-top: వెంటనే రక్త నమూనాను స్థానిక ల్యాబ్‌కు రెఫర్ చేస్తున్నారు. అందులో పాజిటివ్ రిపోర్ట్ చూపి చికిత్సకు ప్యాకేజీ మాట్లాడుకుంటున్నారు. హైదరాబాద్, ఖమ్మం వెళితే రూ.లక్ష వరకు అవుతాయని, తాము రూ.12 వేల నుంచి రూ.18 వేల వరకు చికిత్స చేస్తామని నమ్మబలుకుతున్నారు. రోగులను రెండు bbox=[971, 318, 1140, 497]
lead-subhead-examples: కొన్ని నిదర్శనాలు bbox=[816, 739, 901, 754]
acb-dateline: చెన్నూర్ (ఆదిలాబాద్) (జనంసాక్షి): bbox=[809, 2353, 997, 2369]
article-body bbox=[8, 1689, 473, 1821]
article-headline: గైడెన్స్‌తో బంగారు భవిష్యత్తు కలెక్టర్ జగన్మోహన్ bbox=[1190, 917, 1389, 1017]
article-body bbox=[8, 1198, 473, 1263]
lead-body-5: - మేళ్లచెరువులోసోదరిబజారుకు చెందిన 14 ఏళ్ల బాలికకు జ్వరం సోకడంతో ఈనెల 16న ఆమె కుటుంబ సభ్యులు ఓ ఆరెంపీని ఆశ్రయించారు. డెంగీ జ్వరం వచ్చిందని చెప్పి దాన్ని నయం చేసేందుకు రూ.12 వేలు డిమాండ్ చేశాడు. మూడ్రోజులు ఆసుపత్రిలో ఉంచుకుని తగ్గిందని పంపించేశాడు. bbox=[816, 755, 1140, 836]
article bbox=[8, 1265, 473, 1465]
article-dateline: నిజాంపూర్(సదాశివపేట), (జనంసాక్షి): bbox=[8, 1688, 205, 1705]
article-dateline: ఇంద్రవెల్లి, (జనంసాక్షి): bbox=[1135, 2066, 1262, 2082]
logo-text: జనంసాక్షి bbox=[736, 63, 805, 87]
article-body bbox=[1135, 2067, 1444, 2248]
article-headline: జోనల్‌స్థాయి క్రీడల నిర్వాహణకు ఏర్పాట్లు bbox=[19, 2109, 462, 2143]
left-column-articles bbox=[8, 102, 481, 2448]
bike-headline: బైక్, ఆటో ఢీ: 10 మందికి గాయాలు bbox=[566, 1717, 1039, 1826]
lead-dateline: నల్గొండ (జనంసాక్షి): bbox=[499, 318, 608, 333]
article-headline: నాగులవంచలో రైతు అవగాహన సదస్సు bbox=[25, 354, 456, 387]
article-text: ఆశ కార్యకర్తల యూనియన్ శుక్రవారం చలో అసెంబ్లీకి పిలుపునిచ్చిన నేపథ్యంలో సంగారెడ్డిలోని సీపీఎం నాయకులను గురువారం రాత్రి పోలీసులు ముందస్తుగా అదుపులోకి తీసుకున్నారు. సీపీఎం జిల్లా కార్యదర్శివర్గ సభ్యులు బి.మల్లేశం, నాయకులు యాదగిరి, మౌలాలి తదితరులను సంగారెడ్డి రూరల్ పోలీసుస్టేషన్‌కు తరలించారు. ఈ సందర్భంగా సీపీఎం జిల్లా కార్యదర్శి ఎ.మల్లేశం మాట్లాడుతూ.. ప్రజాస్వామ్యంలో నిరసనలు తెలిపే హక్కు ఎవరికైనా ఉంటుందన్నారు. ప్రస్తుతం తెలంగాణ రాష్ట్ర ప్రభుత్వం అవలంభిస్తున్న తీరు ఎమర్జెన్సీని తలపిస్తోందని పేర్కొన్నారు. పార్టీ కార్యాలయాలకు వచ్చి అరెస్టులు చేయటం అప్రజాస్వామికమన్నారు. ఆశ కార్యకర్తల సమస్యలు పరిష్కరించే వరకు ఉద్యమిస్తామని స్పష్టంచేశారు. bbox=[8, 1503, 473, 1651]
kishan-row bbox=[488, 1447, 1118, 1711]
portrait-icon bbox=[488, 1447, 647, 1642]
article-headline: గుప్తనిధుల కోసం తవ్వకాలు bbox=[91, 1652, 390, 1685]
